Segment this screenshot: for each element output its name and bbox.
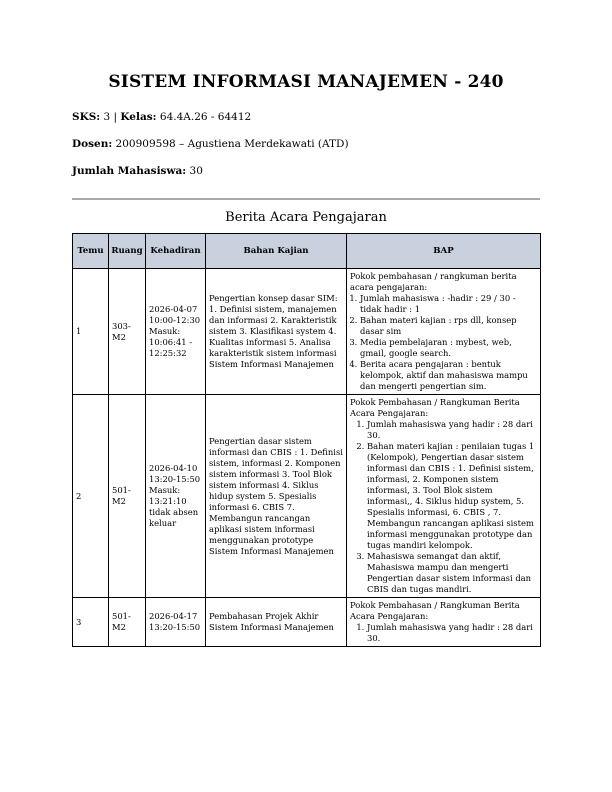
section-title: Berita Acara Pengajaran bbox=[225, 210, 387, 225]
dosen-value: 200909598 – Agustiena Merdekawati (ATD) bbox=[112, 138, 349, 150]
jadwal: 2026-04-10 13:20-15:50 bbox=[149, 463, 201, 484]
dosen-label: Dosen: bbox=[72, 138, 113, 150]
dosen-line bbox=[72, 138, 349, 150]
jumlah-label: Jumlah Mahasiswa: bbox=[72, 165, 187, 177]
bap-intro: Pokok Pembahasan / Rangkuman Berita Acara Pengajaran: bbox=[350, 600, 520, 621]
bap-intro: Pokok pembahasan / rangkuman berita acara pengajaran: bbox=[350, 271, 517, 292]
bap-list bbox=[350, 622, 537, 644]
jumlah-value: 30 bbox=[186, 165, 203, 177]
list-item: 3. Media pembelajaran : mybest, web, gmail, google search. bbox=[360, 337, 537, 359]
cell-bahan-kajian bbox=[206, 395, 347, 598]
sks-kelas-line bbox=[72, 111, 251, 123]
jam-masuk: Masuk: 10:06:41 - 12:25:32 bbox=[149, 326, 193, 358]
sks-label: SKS: bbox=[72, 111, 101, 123]
list-item: 3. Mahasiswa semangat dan aktif, Mahasiswa mampu dan mengerti Pengertian dasar sistem informasi dan CBIS dan tugas mandiri. bbox=[367, 551, 537, 595]
bap-intro: Pokok Pembahasan / Rangkuman Berita Acara Pengajaran: bbox=[350, 397, 520, 418]
cell-bap bbox=[347, 395, 541, 598]
list-item: 2. Bahan materi kajian : penilaian tugas 1 (Kelompok), Pengertian dasar sistem informasi dan CBIS : 1. Definisi sistem, informasi, 2. Komponen sistem informasi, 3. Tool Blok sistem informasi,, 4. Siklus hidup system, 5. Spesialis informasi, 6. CBIS , 7. Membangun rancangan aplikasi sistem informasi menggunakan prototype dan tugas mandiri kelompok. bbox=[367, 441, 537, 551]
cell-bahan-kajian bbox=[206, 269, 347, 395]
cell-bap bbox=[347, 598, 541, 647]
cell-temu: 3 bbox=[73, 598, 109, 647]
bap-list bbox=[350, 293, 537, 392]
mata-kuliah: Sistem Informasi Manajemen bbox=[209, 359, 334, 369]
cell-temu: 2 bbox=[73, 395, 109, 598]
page-title: SISTEM INFORMASI MANAJEMEN - 240 bbox=[108, 72, 504, 92]
mata-kuliah: Sistem Informasi Manajemen bbox=[209, 545, 334, 556]
table-header-row bbox=[73, 234, 541, 269]
list-item: 2. Bahan materi kajian : rps dll, konsep dasar sim bbox=[360, 315, 537, 337]
jam-masuk: Masuk: 13:21:10 bbox=[149, 485, 187, 506]
kelas-label: Kelas: bbox=[120, 111, 157, 123]
kelas-value: 64.4A.26 - 64412 bbox=[156, 111, 252, 123]
header-kehadiran: Kehadiran bbox=[146, 234, 206, 269]
list-item: 4. Berita acara pengajaran : bentuk kelompok, aktif dan mahasiswa mampu dan mengerti pengertian sim. bbox=[360, 359, 537, 392]
header-temu: Temu bbox=[73, 234, 109, 269]
bap-list bbox=[350, 419, 537, 595]
cell-bap bbox=[347, 269, 541, 395]
cell-ruang: 501-M2 bbox=[109, 598, 146, 647]
list-item: 1. Jumlah mahasiswa : -hadir : 29 / 30 - tidak hadir : 1 bbox=[360, 293, 537, 315]
catatan-absen: tidak absen keluar bbox=[149, 507, 199, 528]
cell-bahan-kajian bbox=[206, 598, 347, 647]
cell-kehadiran bbox=[146, 269, 206, 395]
bahan-text: Pembahasan Projek Akhir bbox=[209, 611, 319, 621]
cell-kehadiran bbox=[146, 395, 206, 598]
table-row bbox=[73, 269, 541, 395]
divider bbox=[72, 198, 540, 200]
header-bahan-kajian: Bahan Kajian bbox=[206, 234, 347, 269]
bahan-text: Pengertian konsep dasar SIM: 1. Definisi sistem, manajemen dan informasi 2. Karakteristik sistem 3. Klasifikasi system 4. Kualitas informasi 5. Analisa karakteristik sistem informasi bbox=[209, 293, 338, 358]
jadwal: 2026-04-07 10:00-12:30 bbox=[149, 304, 201, 325]
berita-acara-table bbox=[72, 233, 541, 647]
cell-kehadiran bbox=[146, 598, 206, 647]
cell-ruang: 303-M2 bbox=[109, 269, 146, 395]
list-item: 1. Jumlah mahasiswa yang hadir : 28 dari 30. bbox=[367, 419, 537, 441]
header-ruang: Ruang bbox=[109, 234, 146, 269]
list-item: 1. Jumlah mahasiswa yang hadir : 28 dari 30. bbox=[367, 622, 537, 644]
mata-kuliah: Sistem Informasi Manajemen bbox=[209, 622, 334, 632]
table-row bbox=[73, 395, 541, 598]
jadwal: 2026-04-17 13:20-15:50 bbox=[149, 611, 201, 632]
header-bap: BAP bbox=[347, 234, 541, 269]
bahan-text: Pengertian dasar sistem informasi dan CBIS : 1. Definisi sistem, informasi 2. Komponen sistem informasi 3. Tool Blok sistem informasi 4. Siklus hidup system 5. Spesialis informasi 6. CBIS 7. Membangun rancangan aplikasi sistem informasi menggunakan prototype bbox=[209, 435, 343, 545]
sks-value: 3 | bbox=[100, 111, 121, 123]
jumlah-mahasiswa-line bbox=[72, 165, 203, 177]
table-row bbox=[73, 598, 541, 647]
cell-ruang: 501-M2 bbox=[109, 395, 146, 598]
cell-temu: 1 bbox=[73, 269, 109, 395]
